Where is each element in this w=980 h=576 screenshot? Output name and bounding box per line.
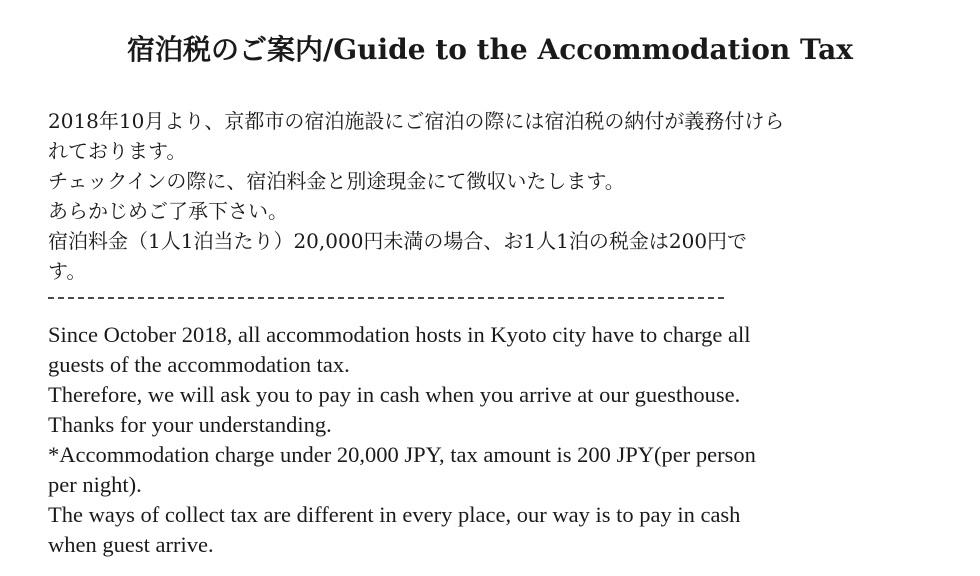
english-line: Since October 2018, all accommodation hosts in Kyoto city have to charge all <box>48 322 751 347</box>
japanese-notice <box>48 106 948 286</box>
japanese-line: あらかじめご了承下さい。 <box>48 199 288 223</box>
english-line: *Accommodation charge under 20,000 JPY, tax amount is 200 JPY(per person <box>48 442 756 467</box>
english-line: The ways of collect tax are different in every place, our way is to pay in cash <box>48 502 741 527</box>
japanese-line: す。 <box>48 259 87 283</box>
english-line: Therefore, we will ask you to pay in cash when you arrive at our guesthouse. <box>48 382 741 407</box>
japanese-line: 2018年10月より、京都市の宿泊施設にご宿泊の際には宿泊税の納付が義務付けら <box>48 109 785 133</box>
english-line: Thanks for your understanding. <box>48 412 332 437</box>
japanese-line: れております。 <box>48 139 187 163</box>
english-notice <box>48 320 948 560</box>
notice-title: 宿泊税のご案内/Guide to the Accommodation Tax <box>127 33 853 66</box>
english-line: per night). <box>48 472 142 497</box>
japanese-line: チェックインの際に、宿泊料金と別途現金にて徴収いたします。 <box>48 169 625 193</box>
english-line: when guest arrive. <box>48 532 214 557</box>
japanese-line: 宿泊料金（1人1泊当たり）20,000円未満の場合、お1人1泊の税金は200円で <box>48 229 748 253</box>
dashed-divider <box>48 297 724 299</box>
english-line: guests of the accommodation tax. <box>48 352 350 377</box>
